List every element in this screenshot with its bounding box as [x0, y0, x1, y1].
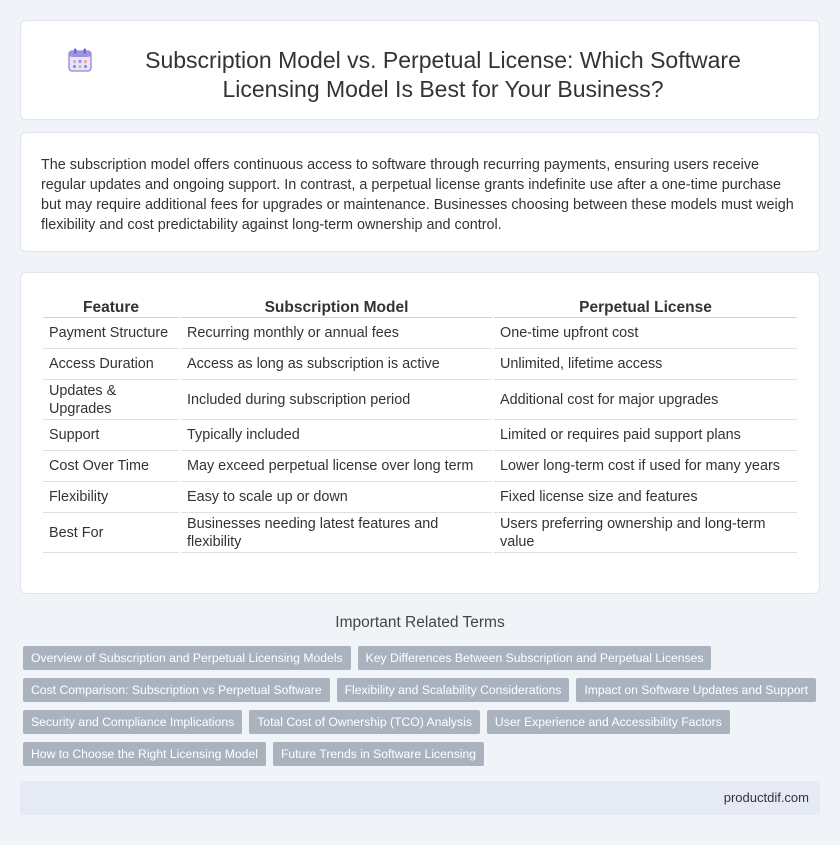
table-row — [43, 451, 797, 482]
tag-link[interactable]: How to Choose the Right Licensing Model — [23, 742, 266, 766]
header-perpetual: Perpetual License — [494, 295, 797, 318]
tag-link[interactable]: Future Trends in Software Licensing — [273, 742, 484, 766]
table-cell: One-time upfront cost — [494, 318, 797, 349]
table-cell: Included during subscription period — [181, 380, 492, 420]
table-row — [43, 482, 797, 513]
table-cell: Fixed license size and features — [494, 482, 797, 513]
header-subscription: Subscription Model — [181, 295, 492, 318]
related-terms-tags — [23, 646, 823, 774]
footer-site-link[interactable]: productdif.com — [723, 790, 809, 805]
table-cell: Easy to scale up or down — [181, 482, 492, 513]
table-row — [43, 513, 797, 553]
table-cell: Flexibility — [43, 482, 179, 513]
tag-link[interactable]: Cost Comparison: Subscription vs Perpetual Software — [23, 678, 330, 702]
tag-link[interactable]: Security and Compliance Implications — [23, 710, 242, 734]
table-cell: Access Duration — [43, 349, 179, 380]
calendar-icon — [67, 47, 93, 73]
tag-link[interactable]: Key Differences Between Subscription and Perpetual Licenses — [358, 646, 712, 670]
tag-row — [23, 646, 823, 670]
comparison-table-card — [20, 272, 820, 594]
table-header-row — [43, 295, 797, 318]
related-terms-title: Important Related Terms — [335, 614, 505, 631]
table-cell: Additional cost for major upgrades — [494, 380, 797, 420]
table-row — [43, 349, 797, 380]
intro-paragraph: The subscription model offers continuous access to software through recurring payments, ensuring users receive regular updates and ongoing support. In contrast, a perpetual license grants indefinite use after a one-time purchase but may require additional fees for upgrades or maintenance. Businesses choosing between these models must weigh flexibility and cost predictability against long-term ownership and control. — [41, 157, 794, 233]
header-feature: Feature — [43, 295, 179, 318]
tag-row — [23, 678, 823, 702]
intro-card — [20, 132, 820, 252]
table-row — [43, 380, 797, 420]
tag-link[interactable]: Overview of Subscription and Perpetual Licensing Models — [23, 646, 351, 670]
table-cell: Businesses needing latest features and flexibility — [181, 513, 492, 553]
table-cell: Typically included — [181, 420, 492, 451]
table-cell: Limited or requires paid support plans — [494, 420, 797, 451]
tag-link[interactable]: Total Cost of Ownership (TCO) Analysis — [249, 710, 480, 734]
tag-link[interactable]: Flexibility and Scalability Considerations — [337, 678, 570, 702]
table-cell: Cost Over Time — [43, 451, 179, 482]
table-cell: Users preferring ownership and long-term value — [494, 513, 797, 553]
tag-link[interactable]: Impact on Software Updates and Support — [576, 678, 816, 702]
comparison-table — [41, 295, 799, 553]
table-cell: Access as long as subscription is active — [181, 349, 492, 380]
footer — [20, 781, 820, 815]
page-title: Subscription Model vs. Perpetual License: Which Software Licensing Model Is Best for Your Business? — [145, 47, 741, 102]
table-cell: Support — [43, 420, 179, 451]
table-cell: Payment Structure — [43, 318, 179, 349]
tag-row — [23, 710, 823, 734]
table-row — [43, 420, 797, 451]
table-cell: Recurring monthly or annual fees — [181, 318, 492, 349]
tag-row — [23, 742, 823, 766]
table-cell: Unlimited, lifetime access — [494, 349, 797, 380]
title-card — [20, 20, 820, 120]
table-cell: Best For — [43, 513, 179, 553]
title-row — [21, 21, 819, 104]
table-row — [43, 318, 797, 349]
table-cell: Updates & Upgrades — [43, 380, 179, 420]
table-cell: Lower long-term cost if used for many years — [494, 451, 797, 482]
tag-link[interactable]: User Experience and Accessibility Factors — [487, 710, 730, 734]
table-cell: May exceed perpetual license over long term — [181, 451, 492, 482]
